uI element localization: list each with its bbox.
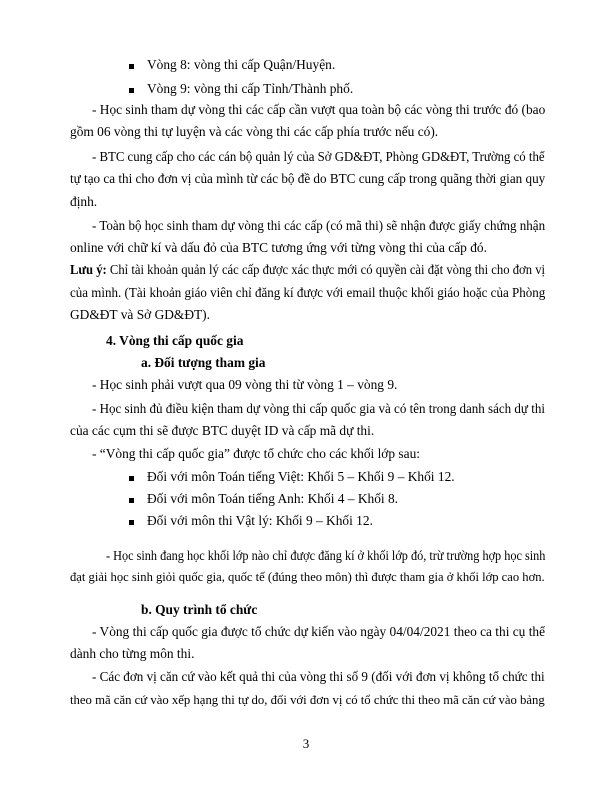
- paragraph-line: - Học sinh đủ điều kiện tham dự vòng thi cấp quốc gia và có tên trong danh sách dự thi: [92, 401, 545, 416]
- bullet-item: Vòng 9: vòng thi cấp Tỉnh/Thành phố.: [147, 81, 354, 96]
- bullet-square-icon: [129, 88, 134, 93]
- paragraph-line: - Học sinh phải vượt qua 09 vòng thi từ vòng 1 – vòng 9.: [92, 377, 398, 392]
- paragraph-line: - Toàn bộ học sinh tham dự vòng thi các cấp (có mã thi) sẽ nhận được giấy chứng nhận: [92, 218, 546, 233]
- page-number: 3: [302, 736, 310, 751]
- bullet-item: Đối với môn Toán tiếng Việt: Khối 5 – Khối 9 – Khối 12.: [147, 469, 455, 484]
- note-text: Chỉ tài khoản quản lý các cấp được xác thực mới có quyền cài đặt vòng thi cho đơn vị: [106, 262, 546, 277]
- bullet-item: Đối với môn thi Vật lý: Khối 9 – Khối 12.: [147, 513, 373, 528]
- paragraph-line: - BTC cung cấp cho các cán bộ quản lý của Sở GD&ĐT, Phòng GD&ĐT, Trường có thể: [92, 149, 545, 164]
- paragraph-line: - Vòng thi cấp quốc gia được tổ chức dự kiến vào ngày 04/04/2021 theo ca thi cụ thể: [92, 624, 546, 639]
- paragraph-line: - Học sinh tham dự vòng thi các cấp cần vượt qua toàn bộ các vòng thi trước đó (bao: [92, 102, 546, 117]
- note-line: [70, 262, 545, 278]
- paragraph-line: online với chữ kí và dấu đỏ của BTC tương ứng với từng vòng thi của cấp đó.: [70, 240, 487, 255]
- paragraph-line: theo mã căn cứ vào xếp hạng thi tự do, đối với đơn vị có tổ chức thi theo mã căn cứ vào bảng: [70, 692, 545, 707]
- paragraph-line: tự tạo ca thi cho đơn vị của mình từ các bộ đề do BTC cung cấp trong quãng thời gian quy: [70, 171, 546, 186]
- bullet-square-icon: [129, 64, 134, 69]
- section-heading: 4. Vòng thi cấp quốc gia: [106, 333, 244, 348]
- note-label: Lưu ý:: [70, 262, 107, 277]
- paragraph-line: của mình. (Tài khoản giáo viên chỉ đăng kí được với email thuộc khối giáo hoặc của Phòng: [70, 285, 546, 300]
- paragraph-line: đạt giải học sinh giỏi quốc gia, quốc tế (đúng theo môn) thì được tham gia ở khối lớp cao hơn.: [70, 569, 545, 584]
- bullet-square-icon: [129, 476, 134, 481]
- paragraph-line: - Học sinh đang học khối lớp nào chỉ được đăng kí ở khối lớp đó, trừ trường hợp học sinh: [106, 548, 546, 563]
- paragraph-line: gồm 06 vòng thi tự luyện và các vòng thi các cấp phía trước nếu có).: [70, 124, 439, 139]
- subsection-heading: b. Quy trình tổ chức: [141, 602, 258, 617]
- paragraph-line: định.: [70, 194, 98, 209]
- paragraph-line: - “Vòng thi cấp quốc gia” được tổ chức cho các khối lớp sau:: [92, 446, 420, 461]
- paragraph-line: của các cụm thi sẽ được BTC duyệt ID và cấp mã dự thi.: [70, 423, 375, 438]
- bullet-item: Vòng 8: vòng thi cấp Quận/Huyện.: [147, 57, 336, 72]
- paragraph-line: GD&ĐT và Sở GD&ĐT).: [70, 307, 210, 322]
- paragraph-line: - Các đơn vị căn cứ vào kết quả thi của vòng thi số 9 (đối với đơn vị không tổ chức thi: [92, 669, 545, 684]
- paragraph-line: dành cho từng môn thi.: [70, 646, 195, 661]
- subsection-heading: a. Đối tượng tham gia: [141, 355, 266, 370]
- bullet-square-icon: [129, 520, 134, 525]
- bullet-item: Đối với môn Toán tiếng Anh: Khối 4 – Khối 8.: [147, 491, 399, 506]
- bullet-square-icon: [129, 498, 134, 503]
